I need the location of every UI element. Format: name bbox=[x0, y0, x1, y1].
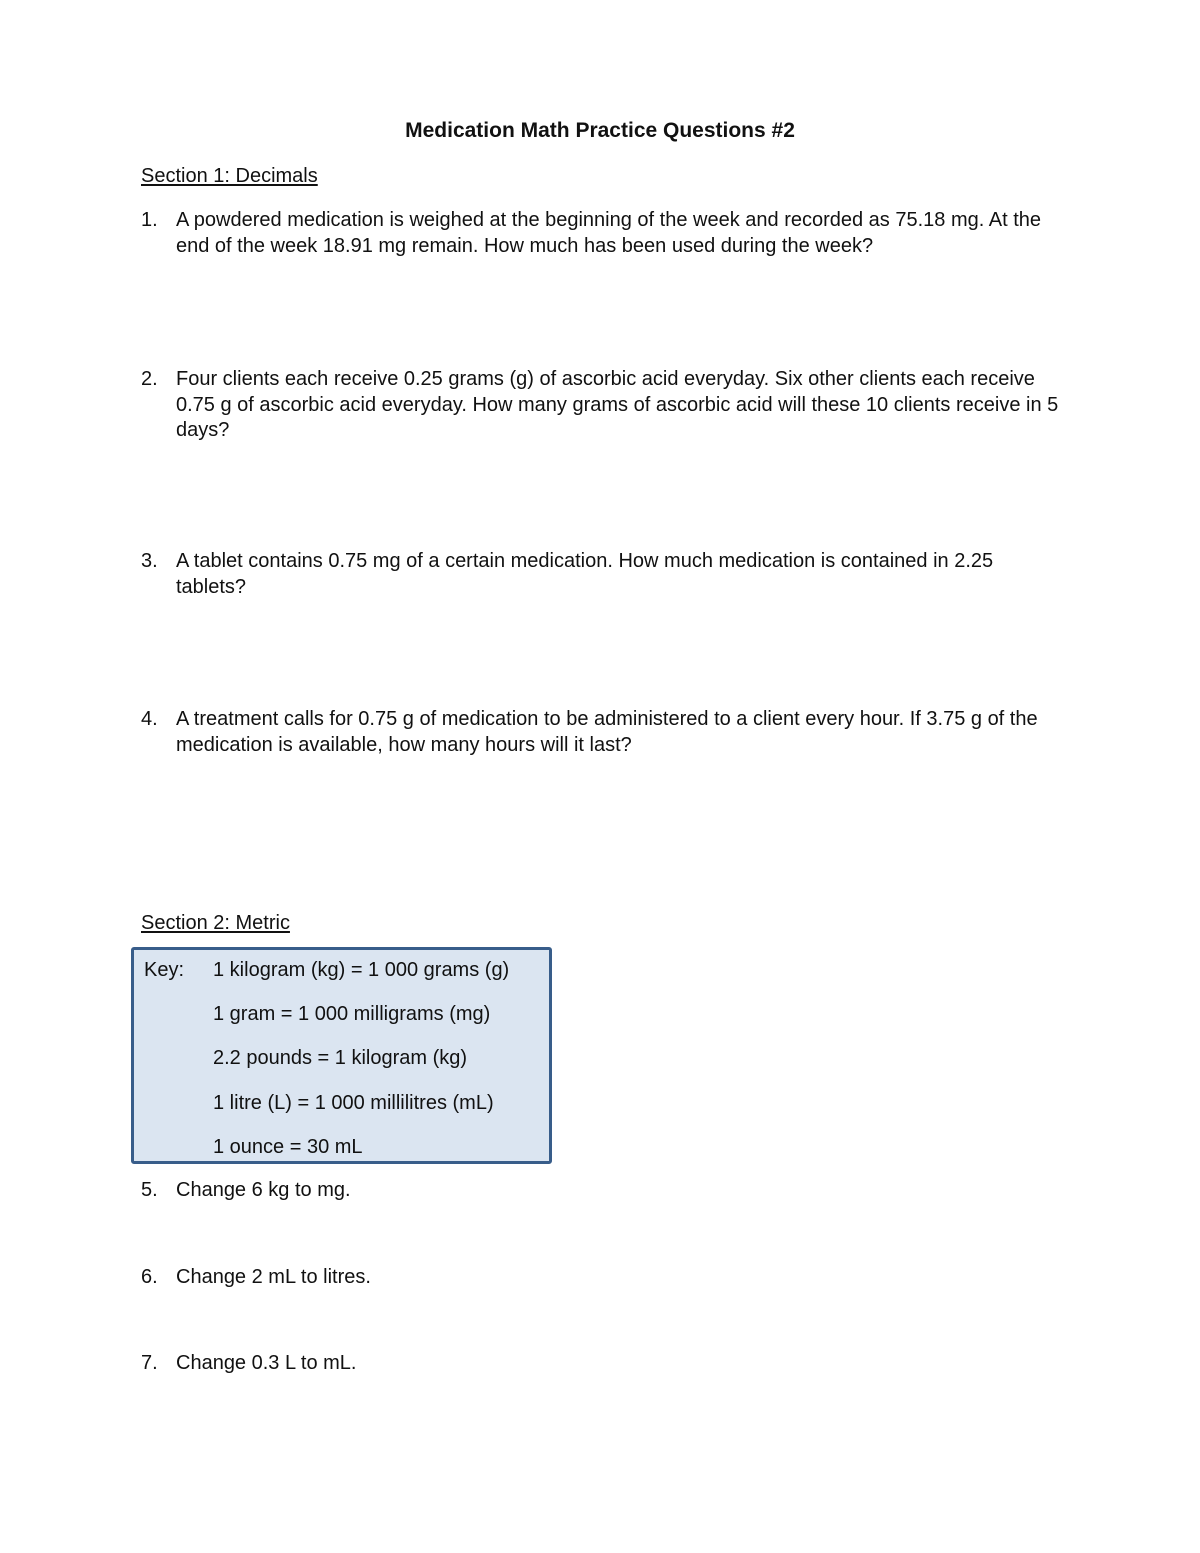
page-title: Medication Math Practice Questions #2 bbox=[405, 119, 795, 142]
question-number: 3. bbox=[141, 550, 158, 572]
question-2 bbox=[141, 367, 1061, 444]
question-number: 5. bbox=[141, 1179, 158, 1201]
key-line: 2.2 pounds = 1 kilogram (kg) bbox=[213, 1047, 468, 1069]
question-6 bbox=[141, 1265, 1061, 1291]
question-text: Four clients each receive 0.25 grams (g) of ascorbic acid everyday. Six other clients each receive 0.75 g of ascorbic acid everyday. How many grams of ascorbic acid will these 10 clients receive in 5 days? bbox=[176, 368, 1059, 441]
conversion-key-box bbox=[131, 947, 552, 1164]
question-text: Change 2 mL to litres. bbox=[176, 1266, 371, 1288]
question-number: 2. bbox=[141, 368, 158, 390]
key-line: 1 kilogram (kg) = 1 000 grams (g) bbox=[213, 959, 510, 981]
question-text: Change 6 kg to mg. bbox=[176, 1179, 351, 1201]
section-heading-decimals: Section 1: Decimals bbox=[141, 165, 318, 187]
section-heading-metric: Section 2: Metric bbox=[141, 912, 290, 934]
question-text: A treatment calls for 0.75 g of medication to be administered to a client every hour. If 3.75 g of the medication is available, how many hours will it last? bbox=[176, 708, 1038, 756]
question-3 bbox=[141, 549, 1061, 600]
question-5 bbox=[141, 1178, 1061, 1204]
question-number: 7. bbox=[141, 1352, 158, 1374]
question-7 bbox=[141, 1351, 1061, 1377]
key-line: 1 litre (L) = 1 000 millilitres (mL) bbox=[213, 1092, 494, 1114]
question-text: A powdered medication is weighed at the beginning of the week and recorded as 75.18 mg. At the end of the week 18.91 mg remain. How much has been used during the week? bbox=[176, 209, 1042, 257]
key-label: Key: bbox=[144, 959, 185, 981]
key-line: 1 ounce = 30 mL bbox=[213, 1136, 363, 1158]
question-4 bbox=[141, 707, 1061, 758]
question-text: Change 0.3 L to mL. bbox=[176, 1352, 357, 1374]
question-number: 1. bbox=[141, 209, 158, 231]
key-line: 1 gram = 1 000 milligrams (mg) bbox=[213, 1003, 491, 1025]
question-number: 4. bbox=[141, 708, 158, 730]
question-1 bbox=[141, 208, 1061, 259]
question-text: A tablet contains 0.75 mg of a certain medication. How much medication is contained in 2.25 tablets? bbox=[176, 550, 994, 598]
question-number: 6. bbox=[141, 1266, 158, 1288]
